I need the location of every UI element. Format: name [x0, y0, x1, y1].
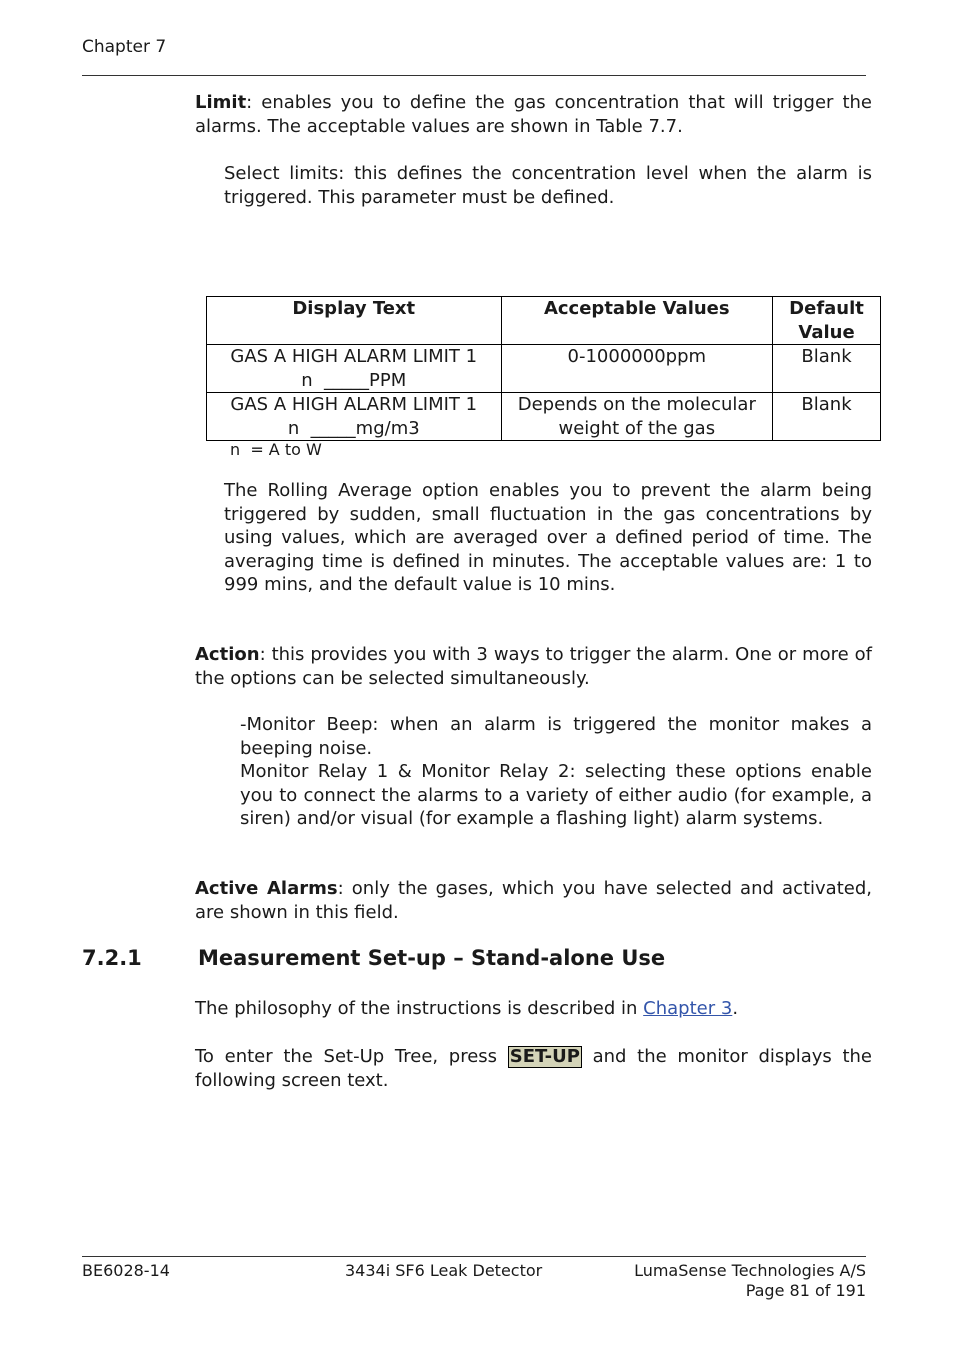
footer-doc-id: BE6028-14 [82, 1261, 170, 1280]
select-limits-paragraph: Select limits: this defines the concentration level when the alarm is triggered. This parameter must be defined. [224, 163, 872, 208]
table-cell: Depends on the molecular weight of the gas [501, 393, 773, 441]
table-row [207, 345, 881, 393]
rolling-average-paragraph: The Rolling Average option enables you to prevent the alarm being triggered by sudden, small fluctuation in the gas concentrations by using values, which are averaged over a defined period of time. The averaging time is defined in minutes. The acceptable values are: 1 to 999 mins, and the default value is 10 mins. [224, 480, 872, 595]
action-paragraph [195, 643, 872, 690]
table-row [207, 393, 881, 441]
limits-table [206, 296, 881, 441]
footer-product: 3434i SF6 Leak Detector [345, 1261, 543, 1280]
monitor-relay-paragraph: Monitor Relay 1 & Monitor Relay 2: selecting these options enable you to connect the alarms to a variety of either audio (for example, a siren) and/or visual (for example a flashing light) alarm systems. [240, 761, 872, 829]
table-cell: 0-1000000ppm [501, 345, 773, 393]
active-alarms-label: Active Alarms [195, 878, 338, 899]
table-header-row [207, 297, 881, 345]
table-cell: GAS A HIGH ALARM LIMIT 1 n _____PPM [207, 345, 502, 393]
column-header: Display Text [207, 297, 502, 345]
table-cell: Blank [773, 345, 881, 393]
footer-page-number: Page 81 of 191 [745, 1281, 866, 1300]
setup-key: SET-UP [509, 1046, 580, 1067]
limit-text: : enables you to define the gas concentration that will trigger the alarms. The acceptable values are shown in Table 7.7. [195, 92, 872, 137]
section-heading [82, 946, 665, 970]
table-cell: Blank [773, 393, 881, 441]
column-header: Acceptable Values [501, 297, 773, 345]
footer-company-name: LumaSense Technologies A/S [634, 1261, 866, 1280]
section-number: 7.2.1 [82, 946, 142, 970]
action-text: : this provides you with 3 ways to trigger the alarm. One or more of the options can be selected simultaneously. [195, 644, 872, 689]
monitor-beep-paragraph: -Monitor Beep: when an alarm is triggered the monitor makes a beeping noise. [240, 714, 872, 759]
chapter-3-link[interactable]: Chapter 3 [643, 998, 733, 1019]
footer-rule [82, 1256, 866, 1257]
table-cell: GAS A HIGH ALARM LIMIT 1 n _____mg/m3 [207, 393, 502, 441]
action-label: Action [195, 644, 260, 665]
column-header: Default Value [773, 297, 881, 345]
footer-company [566, 1261, 866, 1301]
table-footnote: n = A to W [230, 440, 322, 459]
section-title: Measurement Set-up – Stand-alone Use [198, 946, 666, 970]
philosophy-paragraph: The philosophy of the instructions is described in Chapter 3. [195, 998, 739, 1019]
limit-label: Limit [195, 92, 247, 113]
active-alarms-paragraph [195, 877, 872, 924]
chapter-header: Chapter 7 [82, 37, 167, 57]
active-alarms-text: : only the gases, which you have selected and activated, are shown in this field. [195, 878, 872, 923]
setup-paragraph: To enter the Set-Up Tree, press SET-UP and the monitor displays the following screen text. [195, 1046, 872, 1091]
limit-paragraph [195, 91, 872, 138]
header-rule [82, 75, 866, 76]
